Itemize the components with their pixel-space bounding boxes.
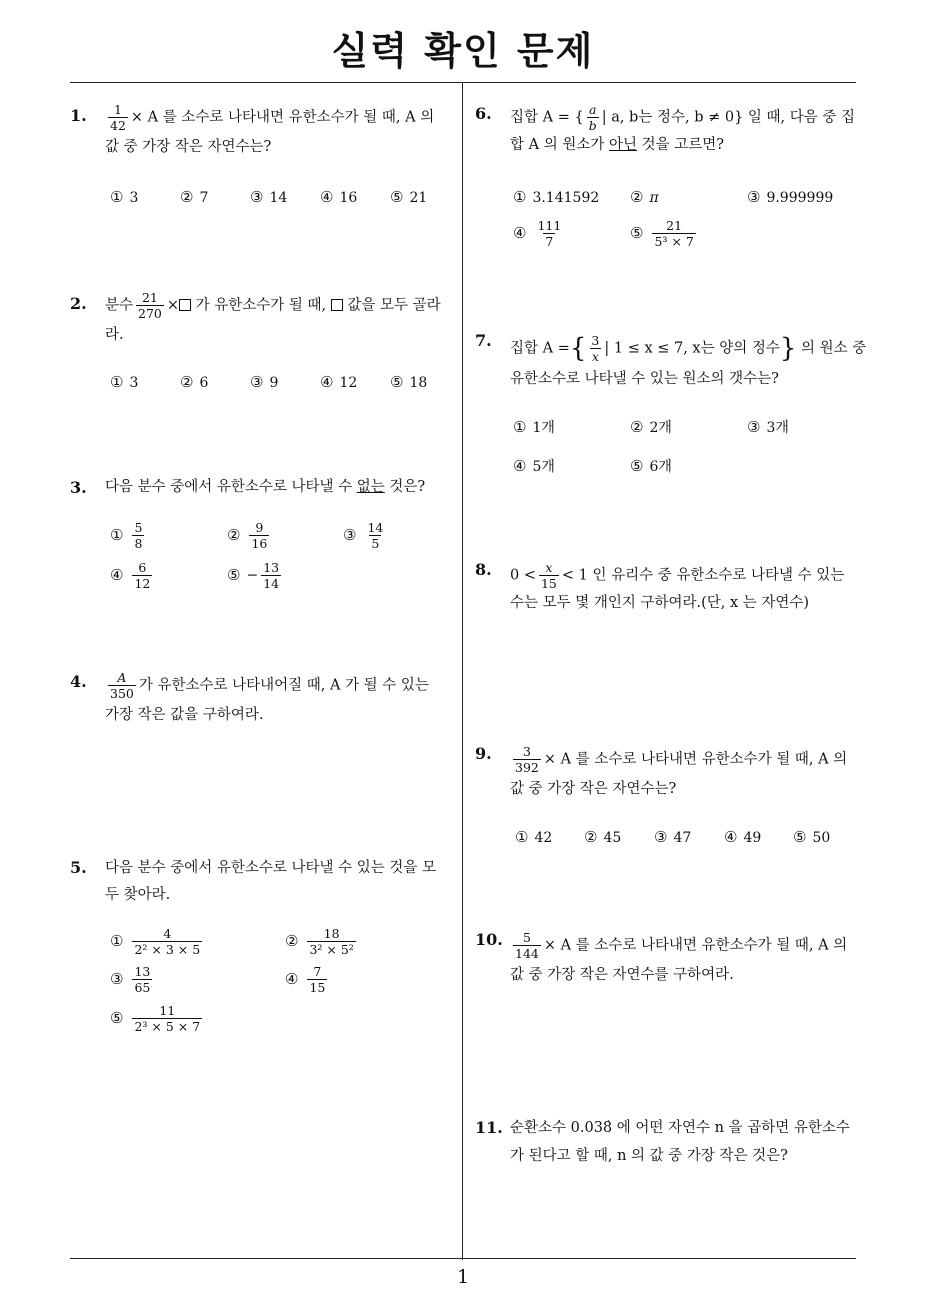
option-4[interactable]: ④ $\frac{111}{7}$ [513, 218, 562, 249]
blank-box-icon [331, 299, 343, 311]
option-3[interactable]: ③ 14 [250, 188, 288, 206]
question-number: 6. [475, 104, 492, 123]
question-number: 2. [70, 294, 87, 313]
question-number: 10. [475, 930, 503, 949]
fraction: $\frac{x}{15}$ [540, 560, 557, 591]
option-3[interactable]: ③ $\frac{13}{65}$ [110, 964, 151, 995]
option-1[interactable]: ① $\frac{5}{8}$ [110, 520, 143, 551]
option-5[interactable]: ⑤ 6개 [630, 457, 672, 475]
option-2[interactable]: ② $\frac{9}{16}$ [227, 520, 268, 551]
question-text: 가 된다고 할 때, n 의 값 중 가장 작은 것은? [510, 1148, 788, 1164]
option-2[interactable]: ② π [630, 188, 659, 206]
question-text: 가 유한소수로 나타내어질 때, A 가 될 수 있는 [138, 677, 429, 694]
option-5[interactable]: ⑤ 18 [390, 373, 428, 391]
question-number: 3. [70, 478, 87, 497]
question-text: 유한소수로 나타낼 수 있는 원소의 갯수는? [510, 371, 779, 387]
question-text: 값 중 가장 작은 자연수를 구하여라. [510, 967, 734, 983]
option-3[interactable]: ③ 3개 [747, 418, 789, 436]
option-5[interactable]: ⑤ 21 [390, 188, 428, 206]
blank-box-icon [179, 299, 191, 311]
fraction: $\frac{5}{144}$ [515, 930, 539, 961]
page-number: 1 [456, 1266, 470, 1288]
option-2[interactable]: ② $\frac{18}{\text{3² × 5²}}$ [285, 926, 354, 957]
option-5[interactable]: ⑤ − $\frac{13}{14}$ [227, 560, 280, 591]
bottom-rule [70, 1258, 856, 1259]
fraction: $\frac{3}{x}$ [591, 333, 600, 364]
option-1[interactable]: ① 1개 [513, 418, 555, 436]
question-text: 수는 모두 몇 개인지 구하여라.(단, x 는 자연수) [510, 595, 810, 611]
option-3[interactable]: ③ 9 [250, 373, 279, 391]
page-title: 실력 확인 문제 [331, 29, 595, 73]
question-text: × A 를 소수로 나타내면 유한소수가 될 때, A 의 [130, 109, 435, 126]
option-1[interactable]: ① 3 [110, 373, 139, 391]
option-3[interactable]: ③ 9.999999 [747, 188, 834, 206]
option-2[interactable]: ② 6 [180, 373, 209, 391]
option-2[interactable]: ② 7 [180, 188, 209, 206]
fraction: $\frac{3}{392}$ [515, 744, 539, 775]
question-text: 순환소수 0.038̇ 에 어떤 자연수 n 을 곱하면 유한소수 [510, 1120, 850, 1136]
option-4[interactable]: ④ 12 [320, 373, 358, 391]
question-text: 다음 분수 중에서 유한소수로 나타낼 수 있는 것을 모 [105, 860, 437, 876]
question-number: 5. [70, 858, 87, 877]
question-text: 값 중 가장 작은 자연수는? [105, 139, 272, 155]
option-3[interactable]: ③ $\frac{14}{5}$ [343, 520, 384, 551]
fraction: $\frac{A}{350}$ [110, 670, 134, 701]
top-rule [70, 82, 856, 83]
option-1[interactable]: ① $\frac{4}{\text{2² × 3 × 5}}$ [110, 926, 201, 957]
option-1[interactable]: ① 3.141592 [513, 188, 600, 206]
option-4[interactable]: ④ $\frac{6}{12}$ [110, 560, 151, 591]
question-number: 9. [475, 744, 492, 763]
question-number: 4. [70, 672, 87, 691]
option-4[interactable]: ④ 5개 [513, 457, 555, 475]
option-1[interactable]: ① 3 [110, 188, 139, 206]
fraction: $\frac{a}{b}$ [588, 102, 597, 133]
option-5[interactable]: ⑤ $\frac{11}{\text{2³ × 5 × 7}}$ [110, 1003, 201, 1034]
question-number: 11. [475, 1118, 503, 1137]
fraction: $\frac{21}{270}$ [138, 290, 162, 321]
question-number: 7. [475, 331, 492, 350]
question-text: 값 중 가장 작은 자연수는? [510, 781, 677, 797]
option-5[interactable]: ⑤ 50 [793, 828, 831, 846]
option-3[interactable]: ③ 47 [654, 828, 692, 846]
option-1[interactable]: ① 42 [515, 828, 553, 846]
question-text: 두 찾아라. [105, 887, 171, 903]
option-4[interactable]: ④ 49 [724, 828, 762, 846]
question-number: 8. [475, 560, 492, 579]
question-text: 라. [105, 327, 124, 343]
option-4[interactable]: ④ $\frac{7}{15}$ [285, 964, 326, 995]
question-number: 1. [70, 106, 87, 125]
fraction: $\frac{1}{42}$ [110, 102, 126, 133]
option-5[interactable]: ⑤ $\frac{21}{\text{5³ × 7}}$ [630, 218, 694, 249]
column-divider [462, 82, 463, 1260]
option-2[interactable]: ② 2개 [630, 418, 672, 436]
question-text: 가장 작은 값을 구하여라. [105, 707, 264, 723]
option-2[interactable]: ② 45 [584, 828, 622, 846]
option-4[interactable]: ④ 16 [320, 188, 358, 206]
